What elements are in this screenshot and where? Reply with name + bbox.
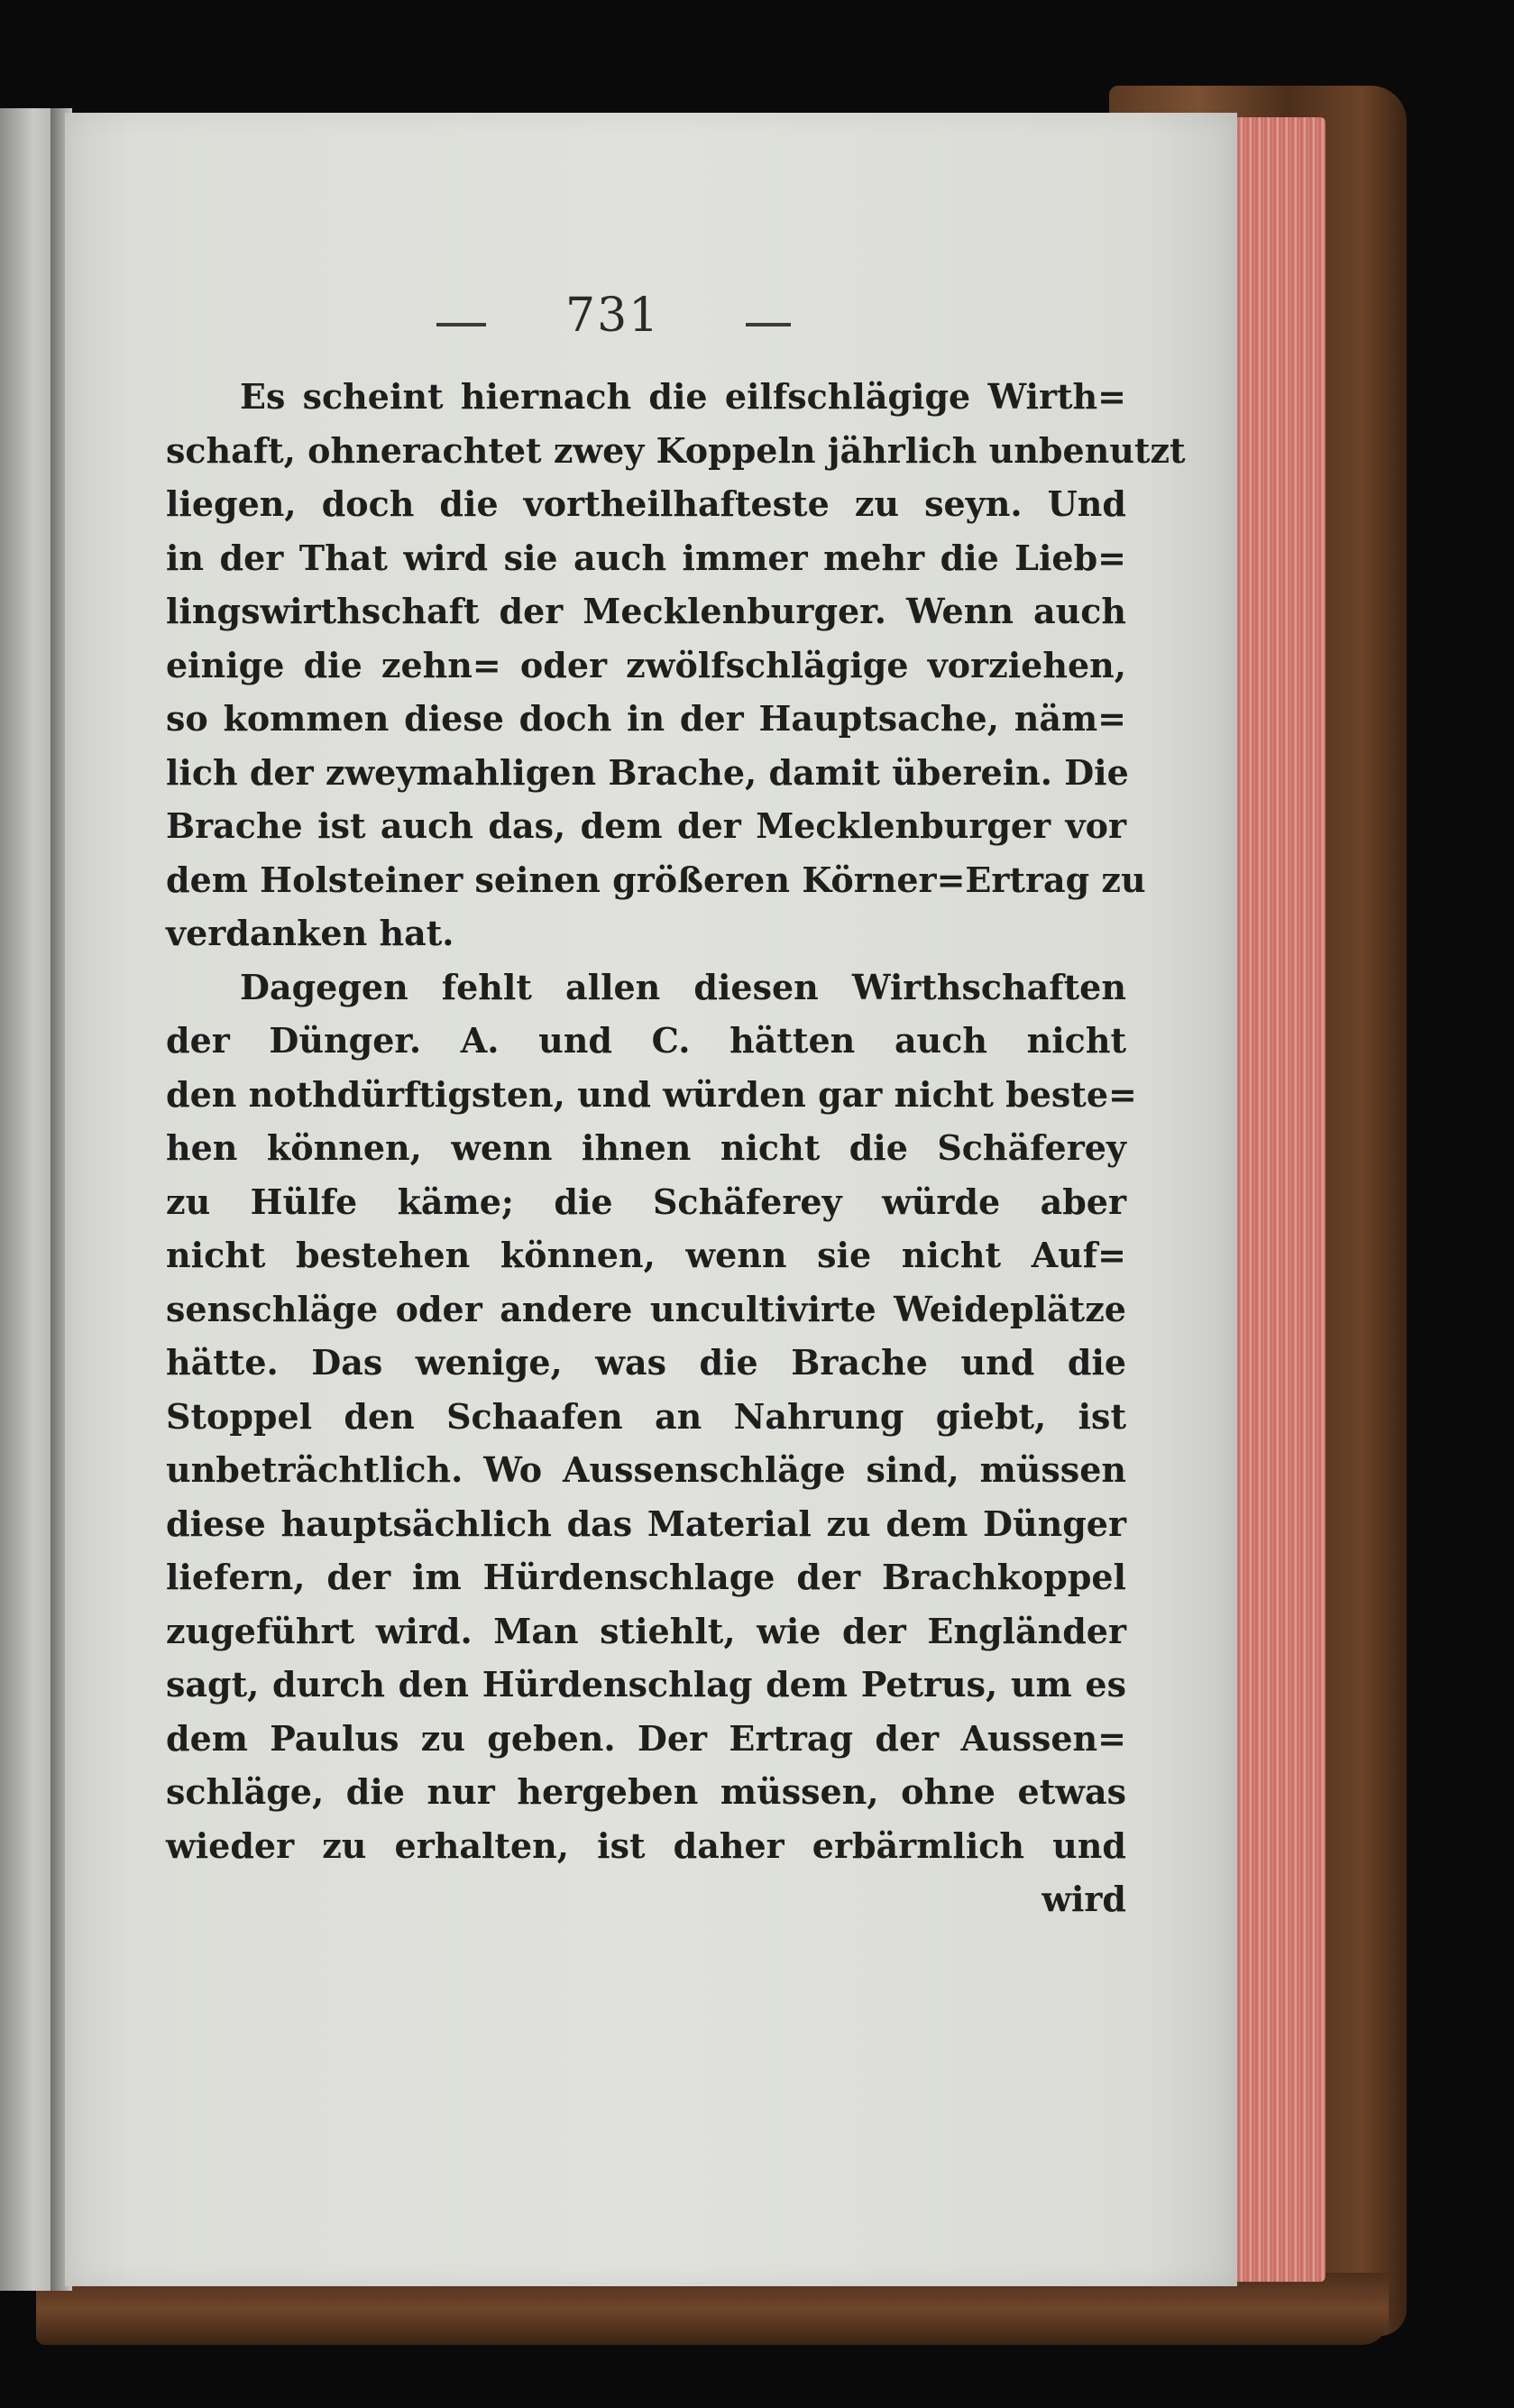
header-dash-right	[746, 323, 791, 326]
text-line: der Dünger. A. und C. hätten auch nicht	[166, 1020, 1126, 1061]
text-line: unbeträchtlich. Wo Aussenschläge sind, müssen	[166, 1449, 1126, 1490]
text-line: hätte. Das wenige, was die Brache und die	[166, 1342, 1126, 1383]
book-page	[65, 113, 1237, 2286]
text-line: sagt, durch den Hürdenschlag dem Petrus, um es	[166, 1664, 1126, 1705]
text-line: Es scheint hiernach die eilfschlägige Wirth=	[240, 376, 1126, 417]
text-line: verdanken hat.	[166, 913, 454, 953]
text-line: in der That wird sie auch immer mehr die Lieb=	[166, 537, 1126, 578]
text-line: zugeführt wird. Man stiehlt, wie der Engländer	[166, 1610, 1126, 1651]
text-line: zu Hülfe käme; die Schäferey würde aber	[166, 1181, 1126, 1222]
text-line: so kommen diese doch in der Hauptsache, näm=	[166, 698, 1126, 739]
text-line: lingswirthschaft der Mecklenburger. Wenn auch	[166, 591, 1126, 631]
page-number: 731	[565, 289, 661, 343]
header-dash-left	[436, 323, 486, 326]
catchword: wird	[1041, 1879, 1126, 1919]
text-line: einige die zehn= oder zwölfschlägige vorziehen,	[166, 644, 1126, 685]
text-line: liefern, der im Hürdenschlage der Brachkoppel	[166, 1557, 1126, 1597]
text-line: schaft, ohnerachtet zwey Koppeln jährlich unbenutzt	[166, 429, 1186, 471]
text-line: Stoppel den Schaafen an Nahrung giebt, ist	[166, 1395, 1126, 1437]
body-text	[166, 370, 1186, 1926]
text-line: nicht bestehen können, wenn sie nicht Auf=	[166, 1235, 1126, 1275]
text-line: hen können, wenn ihnen nicht die Schäferey	[166, 1127, 1126, 1168]
text-line: dem Holsteiner seinen größeren Körner=Ertrag zu	[166, 859, 1146, 900]
page-header	[65, 289, 1237, 361]
text-line: diese hauptsächlich das Material zu dem Dünger	[166, 1503, 1126, 1544]
text-line: schläge, die nur hergeben müssen, ohne etwas	[166, 1771, 1126, 1812]
red-page-edges	[1226, 117, 1326, 2282]
text-line: lich der zweymahligen Brache, damit überein. Die	[166, 751, 1129, 793]
text-line: Brache ist auch das, dem der Mecklenburger vor	[166, 805, 1126, 846]
text-line: Dagegen fehlt allen diesen Wirthschaften	[240, 966, 1126, 1007]
text-line: liegen, doch die vortheilhafteste zu seyn. Und	[166, 483, 1126, 524]
previous-page-sliver	[0, 108, 56, 2291]
text-line: wieder zu erhalten, ist daher erbärmlich und	[166, 1824, 1126, 1866]
text-line: senschläge oder andere uncultivirte Weideplätze	[166, 1288, 1126, 1329]
text-line: den nothdürftigsten, und würden gar nicht beste=	[166, 1073, 1137, 1115]
text-line: dem Paulus zu geben. Der Ertrag der Aussen=	[166, 1717, 1126, 1759]
